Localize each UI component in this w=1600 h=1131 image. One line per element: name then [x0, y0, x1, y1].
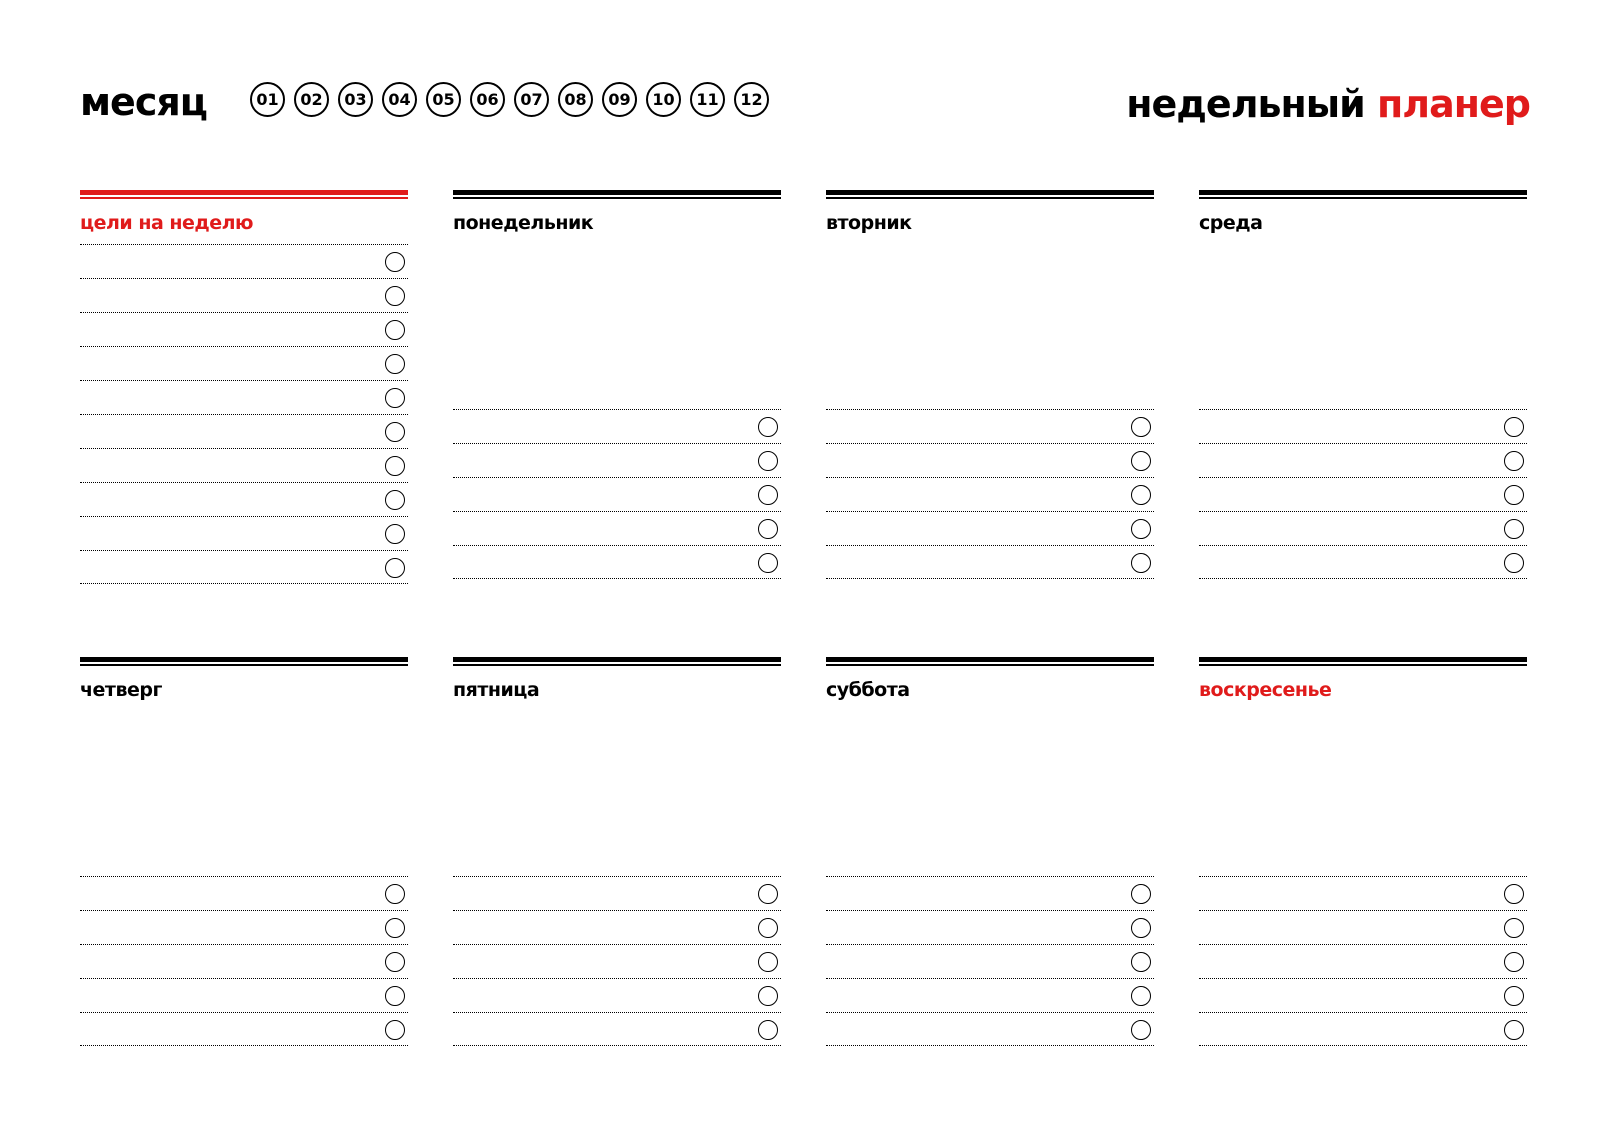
- checkbox-circle-icon[interactable]: [1504, 1020, 1524, 1040]
- month-12[interactable]: 12: [734, 82, 769, 117]
- checkbox-circle-icon[interactable]: [1131, 986, 1151, 1006]
- checkbox-circle-icon[interactable]: [758, 417, 778, 437]
- checkbox-circle-icon[interactable]: [385, 422, 405, 442]
- month-02[interactable]: 02: [294, 82, 329, 117]
- checklist-line[interactable]: [453, 511, 781, 545]
- checkbox-circle-icon[interactable]: [385, 320, 405, 340]
- checklist-line[interactable]: [826, 876, 1154, 910]
- checklist-line[interactable]: [80, 244, 408, 278]
- checkbox-circle-icon[interactable]: [1504, 417, 1524, 437]
- checklist-line[interactable]: [826, 443, 1154, 477]
- friday-title: пятница: [453, 679, 540, 701]
- monday-rule: [453, 190, 781, 200]
- checklist-line[interactable]: [453, 545, 781, 579]
- month-07[interactable]: 07: [514, 82, 549, 117]
- checklist-line[interactable]: [826, 477, 1154, 511]
- month-03[interactable]: 03: [338, 82, 373, 117]
- checklist-line[interactable]: [453, 1012, 781, 1046]
- checkbox-circle-icon[interactable]: [385, 1020, 405, 1040]
- checklist-line[interactable]: [80, 346, 408, 380]
- checklist-line[interactable]: [453, 443, 781, 477]
- checkbox-circle-icon[interactable]: [1504, 451, 1524, 471]
- checkbox-circle-icon[interactable]: [1131, 553, 1151, 573]
- month-01[interactable]: 01: [250, 82, 285, 117]
- month-09[interactable]: 09: [602, 82, 637, 117]
- checklist-line[interactable]: [1199, 511, 1527, 545]
- monday-title: понедельник: [453, 212, 594, 234]
- saturday-block: [826, 657, 1154, 1057]
- checklist-line[interactable]: [1199, 409, 1527, 443]
- month-08[interactable]: 08: [558, 82, 593, 117]
- checkbox-circle-icon[interactable]: [385, 354, 405, 374]
- checklist-line[interactable]: [826, 409, 1154, 443]
- page-title: [1126, 82, 1530, 126]
- goals-rule: [80, 190, 408, 200]
- checkbox-circle-icon[interactable]: [758, 918, 778, 938]
- checklist-line[interactable]: [453, 409, 781, 443]
- checkbox-circle-icon[interactable]: [1131, 417, 1151, 437]
- thursday-list: [80, 876, 408, 1046]
- checklist-line[interactable]: [1199, 545, 1527, 579]
- checkbox-circle-icon[interactable]: [385, 388, 405, 408]
- saturday-list: [826, 876, 1154, 1046]
- saturday-rule: [826, 657, 1154, 667]
- checklist-line[interactable]: [826, 944, 1154, 978]
- month-06[interactable]: 06: [470, 82, 505, 117]
- tuesday-title: вторник: [826, 212, 912, 234]
- tuesday-rule: [826, 190, 1154, 200]
- checkbox-circle-icon[interactable]: [385, 884, 405, 904]
- checklist-line[interactable]: [453, 944, 781, 978]
- checkbox-circle-icon[interactable]: [385, 952, 405, 972]
- checkbox-circle-icon[interactable]: [1504, 986, 1524, 1006]
- goals-list: [80, 244, 408, 584]
- checklist-line[interactable]: [1199, 944, 1527, 978]
- checklist-line[interactable]: [80, 1012, 408, 1046]
- checkbox-circle-icon[interactable]: [758, 986, 778, 1006]
- month-selector: [250, 82, 769, 117]
- monday-block: [453, 190, 781, 590]
- month-05[interactable]: 05: [426, 82, 461, 117]
- checkbox-circle-icon[interactable]: [385, 918, 405, 938]
- checkbox-circle-icon[interactable]: [385, 286, 405, 306]
- checkbox-circle-icon[interactable]: [758, 1020, 778, 1040]
- checklist-line[interactable]: [453, 910, 781, 944]
- checkbox-circle-icon[interactable]: [1504, 553, 1524, 573]
- sunday-block: [1199, 657, 1527, 1057]
- month-label: месяц: [80, 80, 207, 124]
- tuesday-block: [826, 190, 1154, 590]
- checkbox-circle-icon[interactable]: [1131, 519, 1151, 539]
- checkbox-circle-icon[interactable]: [1131, 918, 1151, 938]
- checkbox-circle-icon[interactable]: [758, 519, 778, 539]
- checklist-line[interactable]: [826, 545, 1154, 579]
- checklist-line[interactable]: [453, 876, 781, 910]
- month-04[interactable]: 04: [382, 82, 417, 117]
- checklist-line[interactable]: [80, 312, 408, 346]
- checklist-line[interactable]: [80, 448, 408, 482]
- checkbox-circle-icon[interactable]: [758, 884, 778, 904]
- checklist-line[interactable]: [80, 482, 408, 516]
- sunday-title: воскресенье: [1199, 679, 1332, 701]
- checkbox-circle-icon[interactable]: [1131, 1020, 1151, 1040]
- checkbox-circle-icon[interactable]: [758, 952, 778, 972]
- checklist-line[interactable]: [826, 978, 1154, 1012]
- checkbox-circle-icon[interactable]: [1131, 952, 1151, 972]
- friday-rule: [453, 657, 781, 667]
- checkbox-circle-icon[interactable]: [1504, 918, 1524, 938]
- checklist-line[interactable]: [80, 944, 408, 978]
- monday-list: [453, 409, 781, 579]
- checklist-line[interactable]: [80, 516, 408, 550]
- checklist-line[interactable]: [80, 550, 408, 584]
- wednesday-title: среда: [1199, 212, 1263, 234]
- checkbox-circle-icon[interactable]: [1131, 451, 1151, 471]
- checkbox-circle-icon[interactable]: [385, 558, 405, 578]
- checkbox-circle-icon[interactable]: [385, 456, 405, 476]
- sunday-list: [1199, 876, 1527, 1046]
- checklist-line[interactable]: [1199, 876, 1527, 910]
- month-10[interactable]: 10: [646, 82, 681, 117]
- wednesday-rule: [1199, 190, 1527, 200]
- title-accent: планер: [1377, 82, 1530, 126]
- checklist-line[interactable]: [826, 910, 1154, 944]
- checklist-line[interactable]: [453, 477, 781, 511]
- checklist-line[interactable]: [80, 978, 408, 1012]
- tuesday-list: [826, 409, 1154, 579]
- checkbox-circle-icon[interactable]: [1504, 952, 1524, 972]
- checkbox-circle-icon[interactable]: [1131, 485, 1151, 505]
- title-main: недельный: [1126, 82, 1365, 126]
- checkbox-circle-icon[interactable]: [1504, 485, 1524, 505]
- checklist-line[interactable]: [1199, 477, 1527, 511]
- thursday-block: [80, 657, 408, 1057]
- checklist-line[interactable]: [80, 876, 408, 910]
- friday-list: [453, 876, 781, 1046]
- checkbox-circle-icon[interactable]: [758, 451, 778, 471]
- checkbox-circle-icon[interactable]: [385, 986, 405, 1006]
- page-header: [80, 70, 1530, 140]
- checklist-line[interactable]: [453, 978, 781, 1012]
- checklist-line[interactable]: [826, 1012, 1154, 1046]
- checklist-line[interactable]: [1199, 1012, 1527, 1046]
- checklist-line[interactable]: [80, 910, 408, 944]
- checkbox-circle-icon[interactable]: [385, 524, 405, 544]
- wednesday-list: [1199, 409, 1527, 579]
- checklist-line[interactable]: [80, 414, 408, 448]
- checkbox-circle-icon[interactable]: [1504, 519, 1524, 539]
- checklist-line[interactable]: [1199, 443, 1527, 477]
- checkbox-circle-icon[interactable]: [758, 553, 778, 573]
- friday-block: [453, 657, 781, 1057]
- goals-title: цели на неделю: [80, 212, 254, 234]
- wednesday-block: [1199, 190, 1527, 590]
- checkbox-circle-icon[interactable]: [385, 252, 405, 272]
- checklist-line[interactable]: [1199, 910, 1527, 944]
- checklist-line[interactable]: [1199, 978, 1527, 1012]
- checkbox-circle-icon[interactable]: [758, 485, 778, 505]
- checklist-line[interactable]: [826, 511, 1154, 545]
- checkbox-circle-icon[interactable]: [385, 490, 405, 510]
- goals-block: [80, 190, 408, 590]
- checklist-line[interactable]: [80, 278, 408, 312]
- checklist-line[interactable]: [80, 380, 408, 414]
- thursday-title: четверг: [80, 679, 162, 701]
- month-11[interactable]: 11: [690, 82, 725, 117]
- sunday-rule: [1199, 657, 1527, 667]
- thursday-rule: [80, 657, 408, 667]
- checkbox-circle-icon[interactable]: [1131, 884, 1151, 904]
- saturday-title: суббота: [826, 679, 910, 701]
- checkbox-circle-icon[interactable]: [1504, 884, 1524, 904]
